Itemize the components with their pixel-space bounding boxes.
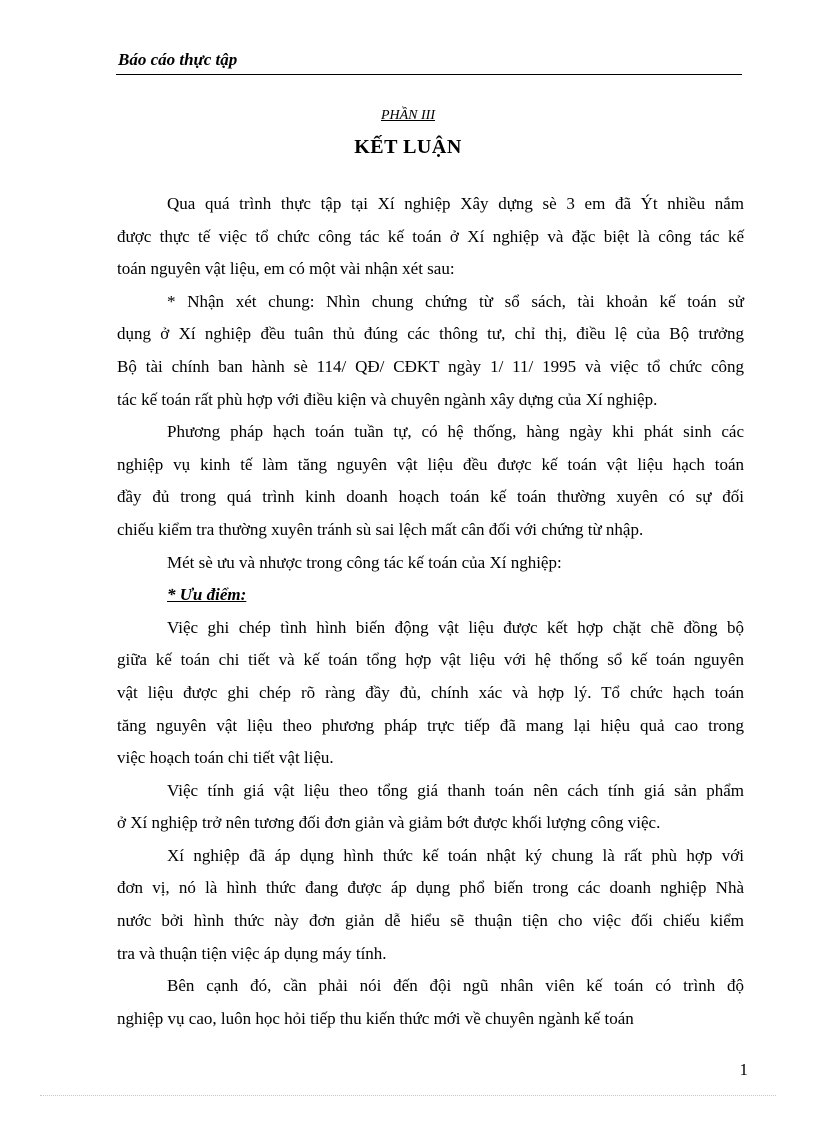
- part-label: PHẦN III: [380, 108, 436, 123]
- text-line: giữa kế toán chi tiết và kế toán tổng hợp vật liệu với hệ thống sổ kế toán nguyên: [117, 650, 744, 670]
- document-body: [117, 188, 744, 1035]
- text-line: nước bởi hình thức này đơn giản dễ hiểu sẽ thuận tiện cho việc đối chiếu kiểm: [117, 911, 744, 931]
- section-title: KẾT LUẬN: [354, 136, 462, 158]
- paragraph: [117, 970, 744, 1035]
- text-line: [117, 579, 744, 612]
- text-line: chiếu kiểm tra thường xuyên tránh sù sai lệch mất cân đối với chứng từ nhập.: [117, 519, 644, 539]
- text-line: Phương pháp hạch toán tuần tự, có hệ thống, hàng ngày khi phát sinh các: [167, 422, 744, 442]
- paragraph: [117, 416, 744, 546]
- paragraph: [117, 840, 744, 970]
- page-header: [116, 48, 742, 75]
- page-bottom-divider: [40, 1095, 776, 1096]
- text-line: tác kế toán rất phù hợp với điều kiện và chuyên ngành xây dựng của Xí nghiệp.: [117, 389, 658, 409]
- paragraph: [117, 612, 744, 775]
- text-line: đơn vị, nó là hình thức đang được áp dụng phổ biến trong các doanh nghiệp Nhà: [117, 878, 744, 898]
- text-line: đầy đủ trong quá trình kinh doanh hoạch toán kế toán thường xuyên có sự đối: [117, 487, 744, 507]
- text-line: toán nguyên vật liệu, em có một vài nhận xét sau:: [117, 259, 455, 279]
- text-line: được thực tế việc tổ chức công tác kế toán ở Xí nghiệp và đặc biệt là công tác kế: [117, 226, 744, 246]
- text-line: tăng nguyên vật liệu theo phương pháp trực tiếp đã mang lại hiệu quả cao trong: [117, 715, 744, 735]
- subheading: [117, 579, 744, 612]
- paragraph: [117, 188, 744, 286]
- text-line: Bên cạnh đó, cần phải nói đến đội ngũ nhân viên kế toán có trình độ: [167, 976, 744, 996]
- text-line: Mét sè ưu và nhược trong công tác kế toán của Xí nghiệp:: [167, 552, 562, 572]
- text-line: dụng ở Xí nghiệp đều tuân thủ đúng các thông tư, chỉ thị, điều lệ của Bộ trưởng: [117, 324, 744, 344]
- text-line: tra và thuận tiện việc áp dụng máy tính.: [117, 943, 387, 963]
- text-line: vật liệu được ghi chép rõ ràng đầy đủ, chính xác và hợp lý. Tổ chức hạch toán: [117, 682, 744, 702]
- text-line: Qua quá trình thực tập tại Xí nghiệp Xây dựng sè 3 em đã Ýt nhiều nắm: [167, 194, 744, 213]
- text-line: Việc tính giá vật liệu theo tổng giá thanh toán nên cách tính giá sản phẩm: [167, 780, 744, 800]
- text-line: nghiệp vụ cao, luôn học hỏi tiếp thu kiến thức mới về chuyên ngành kế toán: [117, 1008, 634, 1028]
- text-line: Xí nghiệp đã áp dụng hình thức kế toán nhật ký chung là rất phù hợp với: [167, 845, 744, 865]
- heading-text: * Ưu điểm:: [167, 585, 247, 605]
- text-line: Việc ghi chép tình hình biến động vật liệu được kết hợp chặt chẽ đồng bộ: [167, 617, 744, 637]
- header-title: Báo cáo thực tập: [118, 50, 238, 69]
- text-line: ở Xí nghiệp trở nên tương đối đơn giản và giảm bớt được khối lượng công việc.: [117, 813, 661, 833]
- paragraph: [117, 775, 744, 840]
- text-line: việc hoạch toán chi tiết vật liệu.: [117, 748, 334, 768]
- page-number: 1: [739, 1060, 748, 1079]
- text-line: nghiệp vụ kinh tế làm tăng nguyên vật liệu đều được kế toán vật liệu hạch toán: [117, 454, 744, 474]
- text-line: Bộ tài chính ban hành sè 114/ QĐ/ CĐKT ngày 1/ 11/ 1995 và việc tổ chức công: [117, 356, 744, 376]
- paragraph: [117, 547, 744, 580]
- paragraph: [117, 286, 744, 416]
- text-line: * Nhận xét chung: Nhìn chung chứng từ sổ sách, tài khoản kế toán sử: [167, 291, 744, 311]
